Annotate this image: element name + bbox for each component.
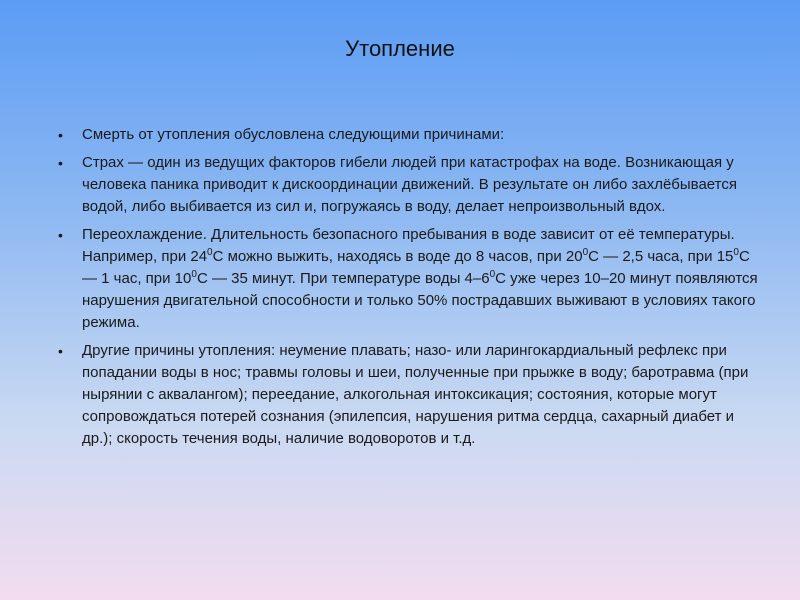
- text-segment: С — 35 минут. При температуре воды 4–6: [196, 270, 490, 287]
- text-segment: Смерть от утопления обусловлена следующими причинами:: [82, 126, 505, 143]
- text-segment: С уже через 10–20 минут появляются нарушения двигательной способности и только 50% пострадавших выживают в условиях такого режима.: [82, 270, 758, 331]
- bullet-text: [82, 126, 504, 143]
- bullet-marker: •: [58, 127, 63, 143]
- superscript-degree: 0: [207, 247, 213, 258]
- superscript-degree: 0: [191, 269, 197, 280]
- text-segment: С можно выжить, находясь в воде до 8 часов, при 20: [212, 248, 583, 265]
- text-segment: Другие причины утопления: неумение плавать; назо- или ларингокардиальный рефлекс при попадании воды в нос; травмы головы и шеи, полученные при прыжке в воду; баротравма (при нырянии с аквалангом); переедание, алкогольная интоксикация; состояния, которые могут сопровождаться потерей сознания (эпилепсия, нарушения ритма сердца, сахарный диабет и др.); скорость течения воды, наличие водоворотов и т.д.: [82, 342, 749, 447]
- bullet-item: [56, 124, 761, 146]
- bullet-marker: •: [58, 343, 63, 359]
- bullet-text: [82, 342, 748, 447]
- text-segment: С — 1 час, при 10: [82, 248, 750, 287]
- slide-title: Утопление: [345, 36, 455, 61]
- bullet-text: [82, 226, 758, 331]
- bullet-text: [82, 154, 737, 215]
- bullet-item: [56, 224, 761, 334]
- text-segment: Переохлаждение. Длительность безопасного пребывания в воде зависит от её температуры. Например, при 24: [82, 226, 735, 265]
- bullet-item: [56, 152, 761, 218]
- superscript-degree: 0: [733, 247, 739, 258]
- text-segment: С — 2,5 часа, при 15: [588, 248, 734, 265]
- bullet-item: [56, 340, 761, 450]
- superscript-degree: 0: [489, 269, 496, 280]
- bullet-marker: •: [58, 227, 63, 243]
- bullet-list: [56, 124, 761, 456]
- superscript-degree: 0: [582, 247, 589, 258]
- text-segment: Страх — один из ведущих факторов гибели людей при катастрофах на воде. Возникающая у человека паника приводит к дискоординации движений. В результате он либо захлёбывается водой, либо выбивается из сил и, погружаясь в воду, делает непроизвольный вдох.: [82, 154, 737, 215]
- bullet-marker: •: [58, 155, 63, 171]
